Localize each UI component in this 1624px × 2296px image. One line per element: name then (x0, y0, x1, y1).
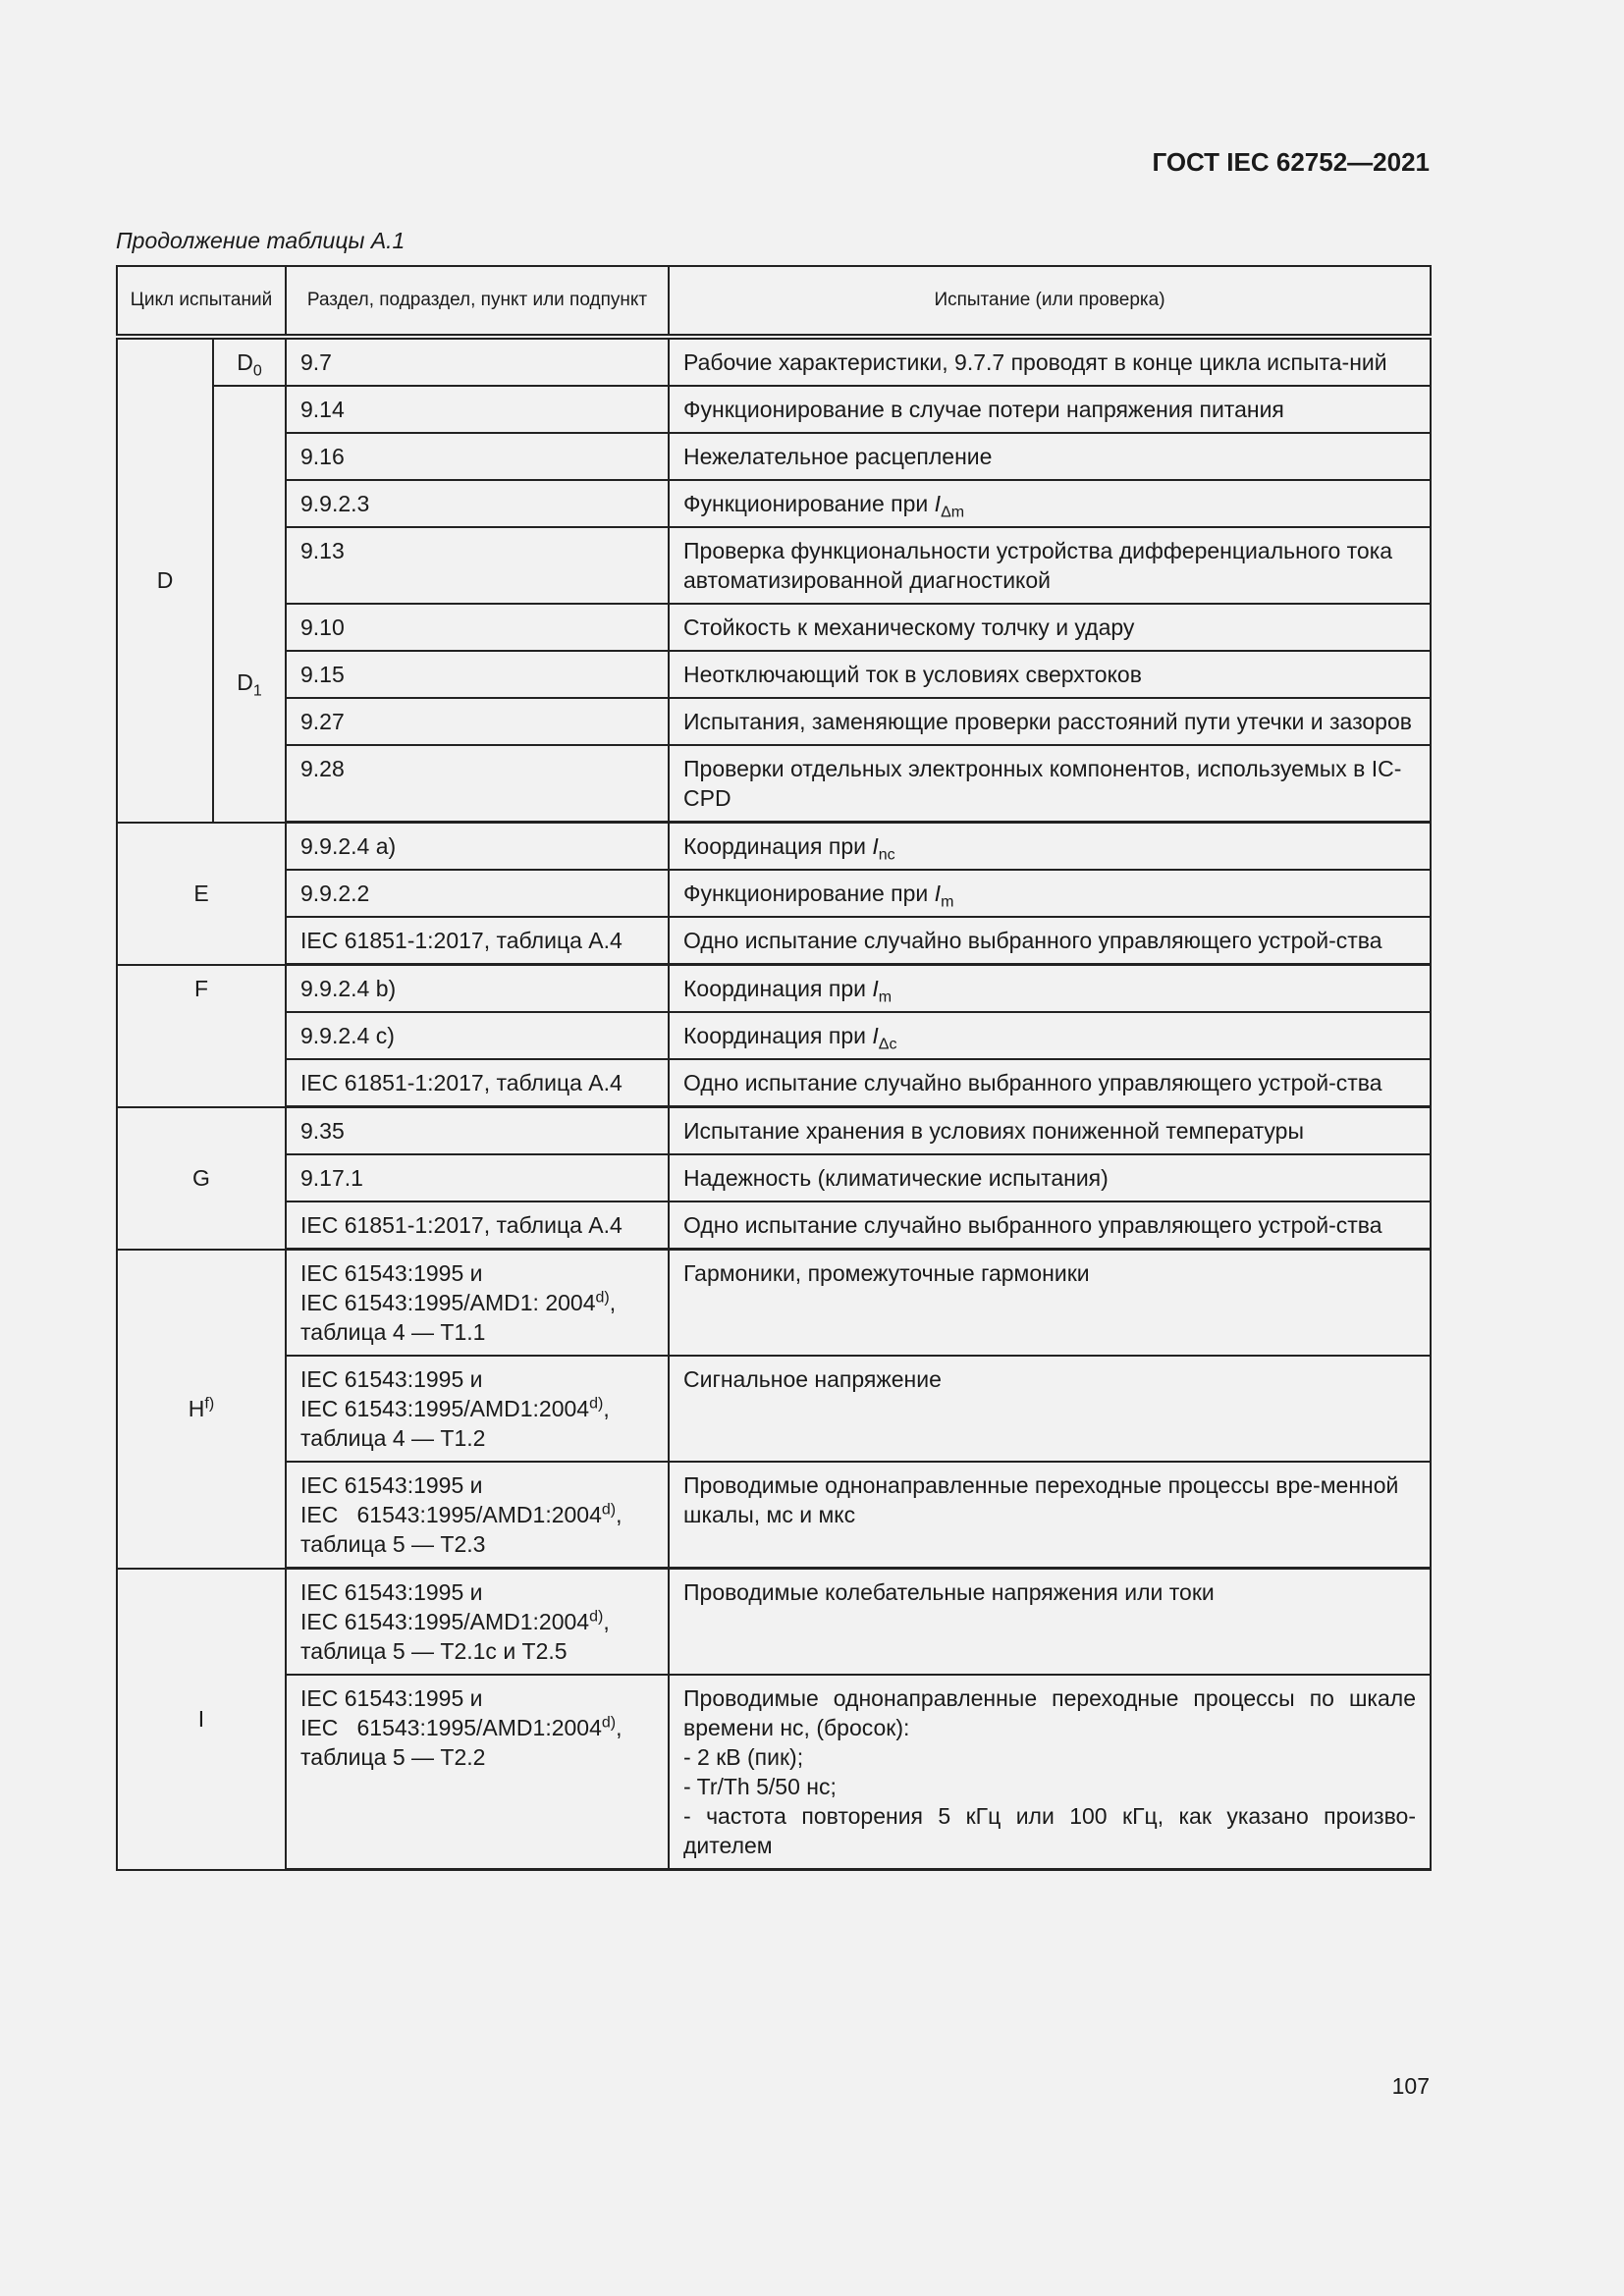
section-cell: 9.16 (286, 433, 669, 480)
section-cell: 9.28 (286, 745, 669, 823)
subcycle-d0: $D_0$ (213, 337, 286, 386)
section-cell: IEC 61543:1995 и IEC 61543:1995/AMD1:2004$^{d)}$, таблица 5 — T2.2 (286, 1675, 669, 1870)
test-cell: Гармоники, промежуточные гармоники (669, 1250, 1431, 1357)
table-row (117, 698, 1431, 745)
test-cell: Функционирование при $I_m$ (669, 870, 1431, 917)
cycle-label-g: G (117, 1107, 286, 1250)
section-cell: IEC 61851-1:2017, таблица А.4 (286, 1201, 669, 1250)
page-number: 107 (1391, 2073, 1430, 2099)
table-row (117, 745, 1431, 823)
cycle-label-h: $H^{f)}$ (117, 1250, 286, 1569)
section-cell: 9.9.2.3 (286, 480, 669, 527)
cycle-label-d: D (117, 337, 213, 823)
test-cell: Испытания, заменяющие проверки расстояний пути утечки и зазоров (669, 698, 1431, 745)
table-header-row (117, 266, 1431, 337)
subcycle-d1: $D_1$ (213, 386, 286, 823)
column-header-section: Раздел, подраздел, пункт или подпункт (286, 266, 669, 337)
section-cell: IEC 61851-1:2017, таблица А.4 (286, 1059, 669, 1107)
cycle-label-i: I (117, 1569, 286, 1870)
table-row (117, 870, 1431, 917)
section-cell: IEC 61543:1995 и IEC 61543:1995/AMD1:2004$^{d)}$, таблица 5 — T2.1c и T2.5 (286, 1569, 669, 1676)
table-row (117, 527, 1431, 604)
table-row (117, 1569, 1431, 1676)
table-row (117, 480, 1431, 527)
section-cell: 9.9.2.4 a) (286, 823, 669, 871)
table-row (117, 1201, 1431, 1250)
table-row (117, 651, 1431, 698)
test-cell: Функционирование при $I_{\Delta m}$ (669, 480, 1431, 527)
section-cell: 9.35 (286, 1107, 669, 1155)
table-row (117, 1675, 1431, 1870)
test-cell: Проводимые колебательные напряжения или токи (669, 1569, 1431, 1676)
column-header-cycle: Цикл испытаний (117, 266, 286, 337)
table-caption: Продолжение таблицы А.1 (116, 228, 406, 253)
test-cell: Стойкость к механическому толчку и удару (669, 604, 1431, 651)
table-row (117, 965, 1431, 1013)
table-row (117, 1250, 1431, 1357)
test-cell: Функционирование в случае потери напряжения питания (669, 386, 1431, 433)
section-cell: 9.9.2.2 (286, 870, 669, 917)
table-row (117, 1012, 1431, 1059)
test-cell: Надежность (климатические испытания) (669, 1154, 1431, 1201)
test-cell: Нежелательное расцепление (669, 433, 1431, 480)
test-cell: Проводимые однонаправленные переходные процессы по шкале времени нс, (бросок): - 2 кВ (пик); - Tr/Th 5/50 нс; - частота повторения 5 кГц или 100 кГц, как указано произво-дителем (669, 1675, 1431, 1870)
test-cell: Проверки отдельных электронных компонентов, используемых в IC-CPD (669, 745, 1431, 823)
table-row (117, 337, 1431, 386)
section-cell: 9.17.1 (286, 1154, 669, 1201)
section-cell: 9.15 (286, 651, 669, 698)
table-row (117, 1154, 1431, 1201)
test-cell: Неотключающий ток в условиях сверхтоков (669, 651, 1431, 698)
test-cell: Рабочие характеристики, 9.7.7 проводят в конце цикла испыта-ний (669, 337, 1431, 386)
test-cell: Одно испытание случайно выбранного управляющего устрой-ства (669, 1201, 1431, 1250)
section-cell: IEC 61543:1995 и IEC 61543:1995/AMD1: 2004$^{d)}$, таблица 4 — T1.1 (286, 1250, 669, 1357)
document-standard-code: ГОСТ IEC 62752—2021 (1152, 147, 1430, 177)
section-cell: 9.13 (286, 527, 669, 604)
test-cell: Сигнальное напряжение (669, 1356, 1431, 1462)
table-row (117, 823, 1431, 871)
test-cell: Проводимые однонаправленные переходные процессы вре-менной шкалы, мс и мкс (669, 1462, 1431, 1569)
table-row (117, 1107, 1431, 1155)
section-cell: IEC 61543:1995 и IEC 61543:1995/AMD1:2004$^{d)}$, таблица 4 — T1.2 (286, 1356, 669, 1462)
test-cell: Одно испытание случайно выбранного управляющего устрой-ства (669, 917, 1431, 965)
test-cell: Проверка функциональности устройства дифференциального тока автоматизированной диагностикой (669, 527, 1431, 604)
table-row (117, 917, 1431, 965)
section-cell: 9.9.2.4 c) (286, 1012, 669, 1059)
table-row (117, 386, 1431, 433)
cycle-label-e: E (117, 823, 286, 965)
section-cell: 9.14 (286, 386, 669, 433)
test-cell: Координация при $I_{nc}$ (669, 823, 1431, 871)
cycle-label-f: F (117, 965, 286, 1107)
test-cell: Координация при $I_m$ (669, 965, 1431, 1013)
section-cell: 9.9.2.4 b) (286, 965, 669, 1013)
section-cell: IEC 61543:1995 и IEC 61543:1995/AMD1:2004$^{d)}$, таблица 5 — T2.3 (286, 1462, 669, 1569)
section-cell: 9.27 (286, 698, 669, 745)
table-row (117, 1059, 1431, 1107)
section-cell: 9.10 (286, 604, 669, 651)
section-cell: 9.7 (286, 337, 669, 386)
test-cell: Одно испытание случайно выбранного управляющего устрой-ства (669, 1059, 1431, 1107)
test-sequence-table (116, 265, 1432, 1871)
section-cell: IEC 61851-1:2017, таблица А.4 (286, 917, 669, 965)
table-row (117, 604, 1431, 651)
table-row (117, 433, 1431, 480)
table-row (117, 1356, 1431, 1462)
test-cell: Координация при $I_{\Delta c}$ (669, 1012, 1431, 1059)
column-header-test: Испытание (или проверка) (669, 266, 1431, 337)
table-row (117, 1462, 1431, 1569)
test-cell: Испытание хранения в условиях пониженной температуры (669, 1107, 1431, 1155)
